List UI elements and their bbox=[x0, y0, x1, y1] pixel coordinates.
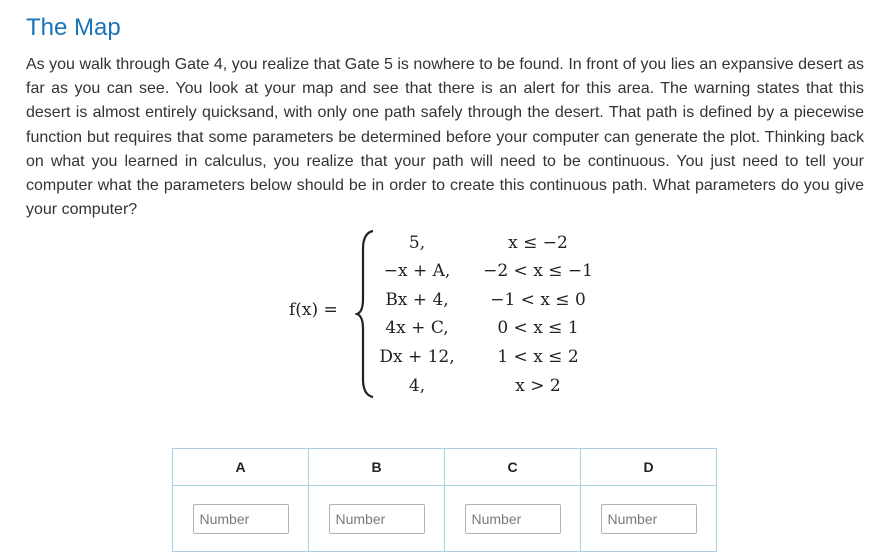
input-d[interactable] bbox=[601, 504, 697, 534]
case-expression: −x + A, bbox=[383, 261, 451, 281]
case-expression: 4, bbox=[408, 376, 426, 396]
input-c[interactable] bbox=[465, 504, 561, 534]
case-condition: −1 < x ≤ 0 bbox=[490, 290, 586, 310]
header-a: A bbox=[173, 449, 309, 486]
case-expression: 4x + C, bbox=[385, 318, 449, 338]
cell-c bbox=[445, 486, 581, 552]
problem-description: As you walk through Gate 4, you realize that Gate 5 is nowhere to be found. In front of you lies an expansive desert as far as you can see. You look at your map and see that there is an alert for this area. The warning states that this desert is almost entirely quicksand, with only one path safely through the desert. That path is defined by a piecewise function but requires that some parameters be determined before your computer can generate the plot. Thinking back on what you learned in calculus, you realize that your path will need to be continuous. You just need to tell your computer what the parameters below should be in order to create this continuous path. What parameters do you give your computer? bbox=[26, 56, 864, 219]
page-title: The Map bbox=[26, 14, 121, 41]
case-condition: 1 < x ≤ 2 bbox=[497, 347, 579, 367]
case-condition: 0 < x ≤ 1 bbox=[497, 318, 579, 338]
case-expression: Dx + 12, bbox=[379, 347, 455, 367]
left-brace-icon bbox=[355, 229, 377, 399]
case-expression: Bx + 4, bbox=[385, 290, 449, 310]
cell-b bbox=[309, 486, 445, 552]
input-a[interactable] bbox=[193, 504, 289, 534]
cell-a bbox=[173, 486, 309, 552]
input-b[interactable] bbox=[329, 504, 425, 534]
case-condition: x ≤ −2 bbox=[508, 233, 568, 253]
function-lhs: f(x) = bbox=[289, 300, 338, 320]
case-condition: x > 2 bbox=[515, 376, 561, 396]
case-expression: 5, bbox=[408, 233, 426, 253]
case-condition: −2 < x ≤ −1 bbox=[483, 261, 593, 281]
header-b: B bbox=[309, 449, 445, 486]
header-c: C bbox=[445, 449, 581, 486]
answer-table bbox=[172, 448, 717, 552]
header-d: D bbox=[581, 449, 717, 486]
cell-d bbox=[581, 486, 717, 552]
